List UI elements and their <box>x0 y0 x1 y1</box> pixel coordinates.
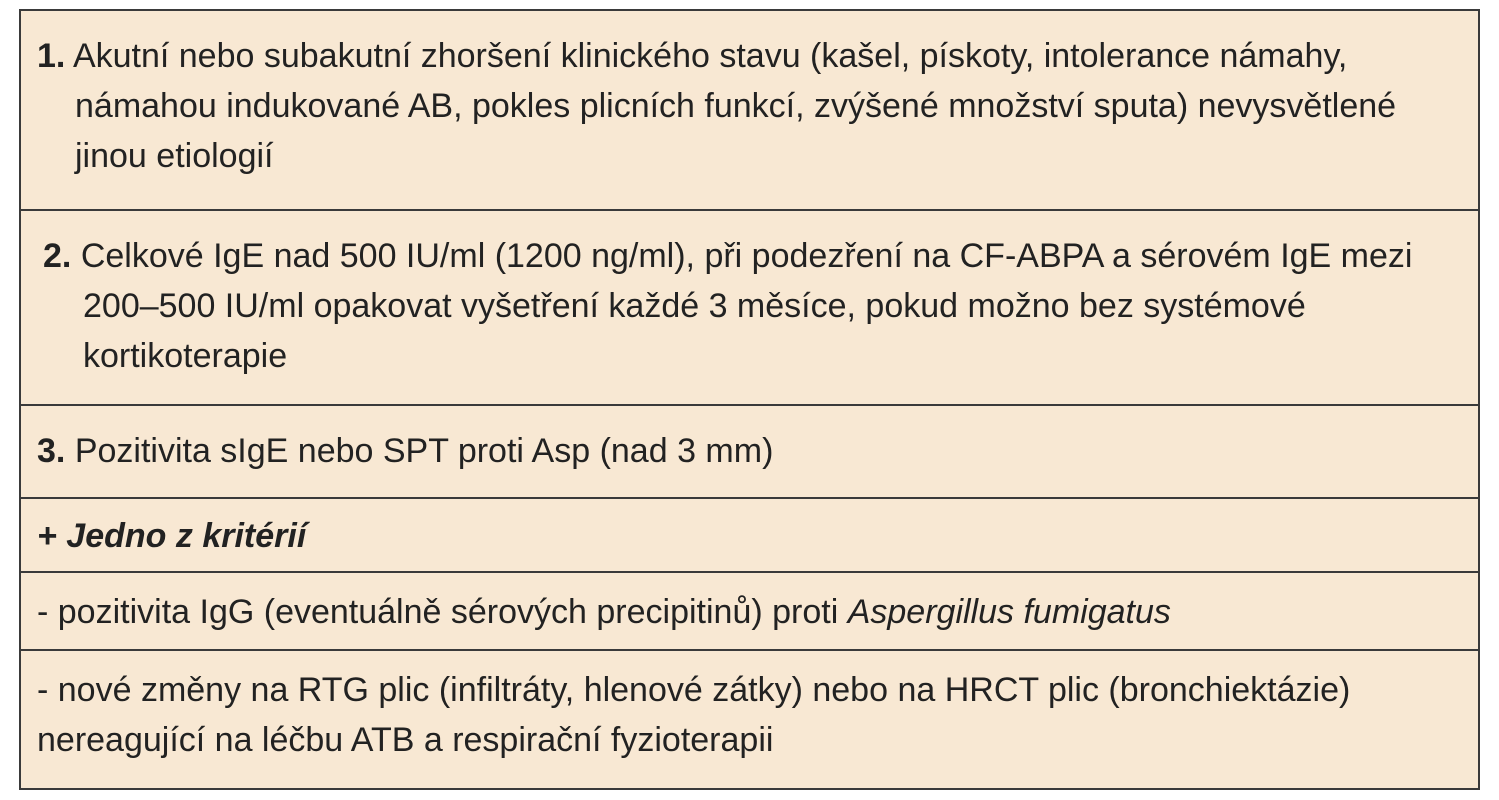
criteria-table <box>19 9 1480 790</box>
criterion-body: Akutní nebo subakutní zhoršení klinického stavu (kašel, pískoty, intolerance námahy, námahou indukované AB, pokles plicních funkcí, zvýšené množství sputa) nevysvětlené jinou etiologií <box>72 37 1397 175</box>
criterion-text <box>37 587 1458 637</box>
criterion-number: 3. <box>37 432 66 470</box>
table-row <box>21 651 1478 790</box>
table-row <box>21 11 1478 211</box>
criterion-body: Pozitivita sIgE nebo SPT proti Asp (nad 3 mm) <box>74 432 774 470</box>
criterion-text <box>43 231 1458 381</box>
table-row <box>21 211 1478 406</box>
criterion-text: - nové změny na RTG plic (infiltráty, hlenové zátky) nebo na HRCT plic (bronchiektázie) nereagující na léčbu ATB a respirační fyzioterapii <box>37 671 1351 759</box>
criterion-body: Celkové IgE nad 500 IU/ml (1200 ng/ml), při podezření na CF-ABPA a sérovém IgE mezi 200–500 IU/ml opakovat vyšetření každé 3 měsíce, pokud možno bez systémové kortikoterapie <box>80 237 1413 375</box>
criterion-text <box>37 426 1458 476</box>
criteria-subheading: + Jedno z kritérií <box>37 517 307 555</box>
criterion-text <box>37 31 1458 181</box>
criterion-number: 1. <box>37 37 66 75</box>
table-row <box>21 406 1478 499</box>
table-row <box>21 573 1478 651</box>
species-name: Aspergillus fumigatus <box>847 593 1171 631</box>
criterion-body: - pozitivita IgG (eventuálně sérových precipitinů) proti <box>37 593 848 631</box>
table-row <box>21 499 1478 573</box>
criterion-number: 2. <box>43 237 72 275</box>
